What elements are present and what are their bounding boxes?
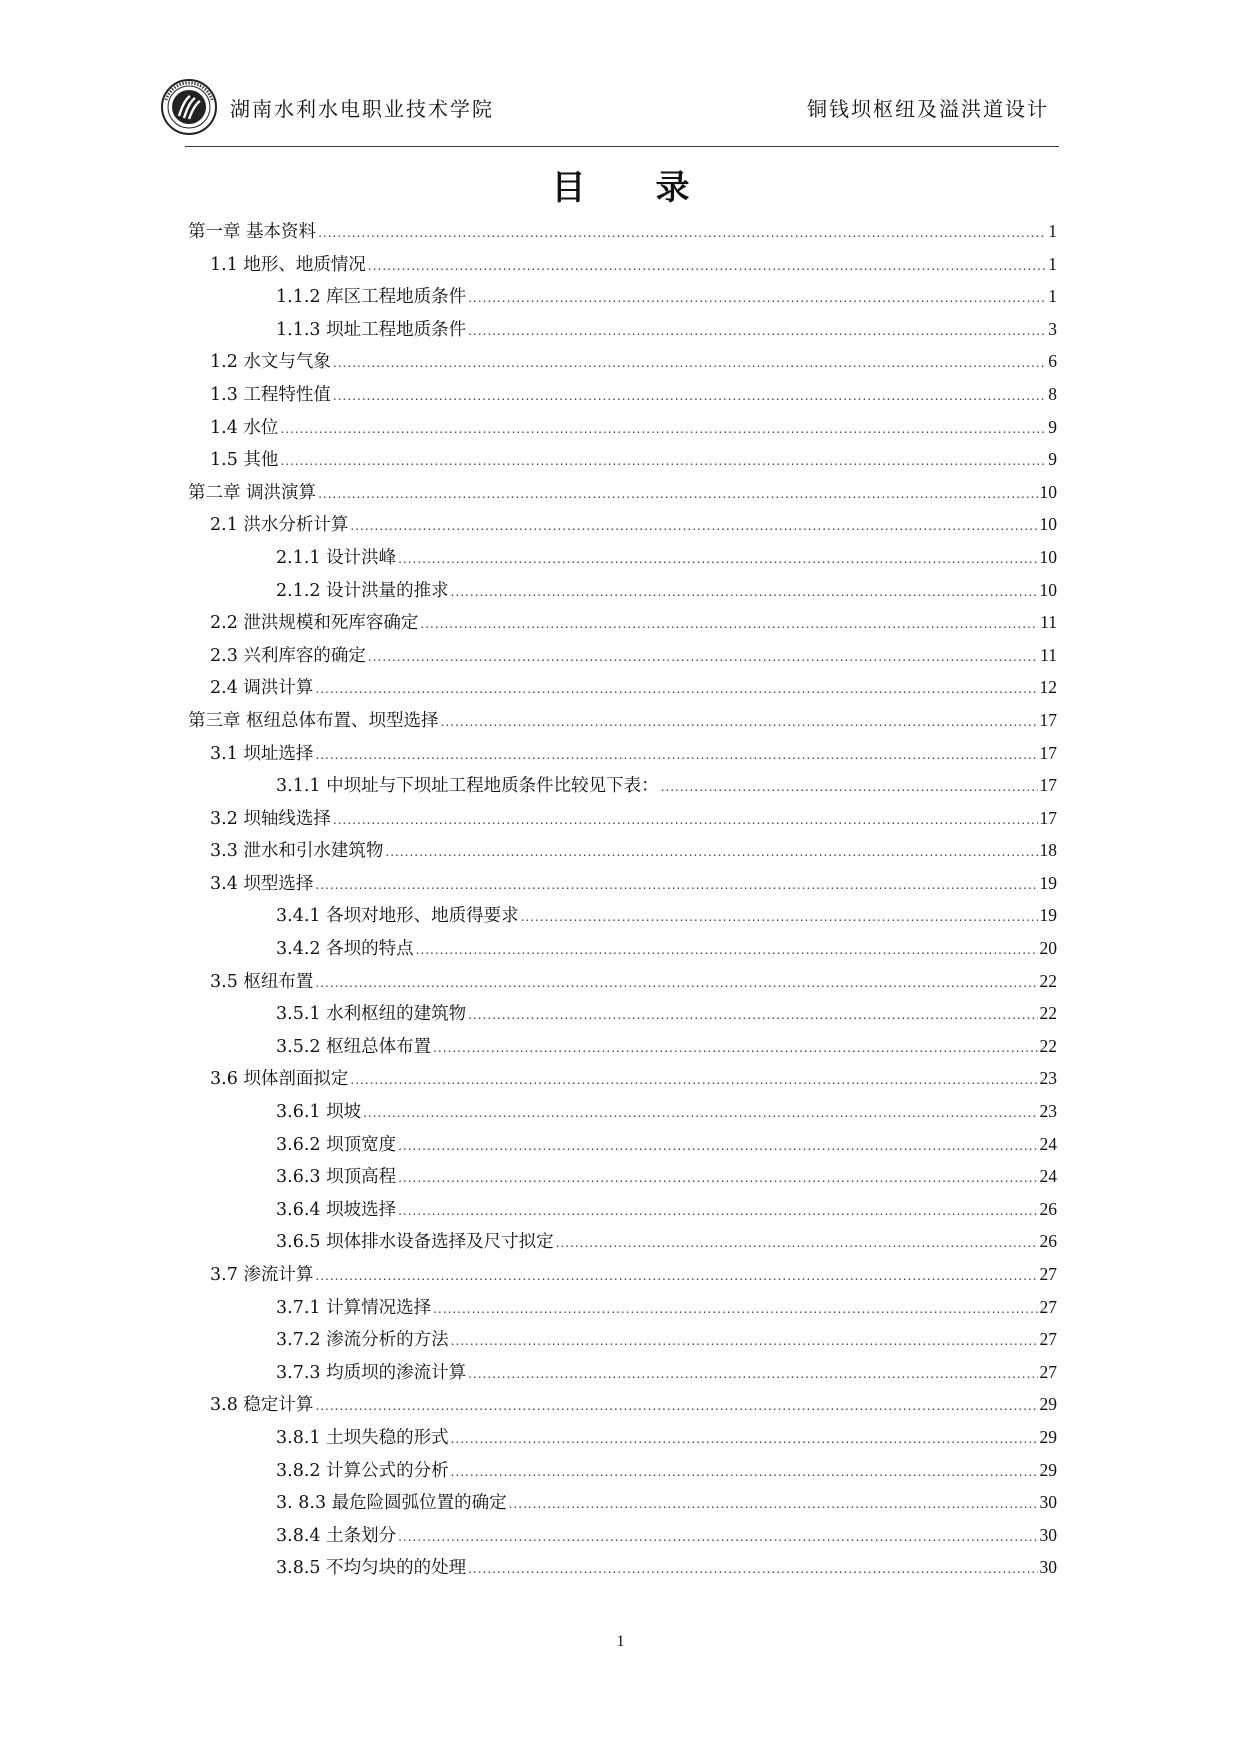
toc-dot-leader: [350, 1073, 1037, 1087]
toc-entry-page: 10: [1039, 546, 1057, 567]
toc-entry[interactable]: [188, 316, 1057, 349]
toc-entry-label: 3.5.1 水利枢纽的建筑物: [276, 1004, 467, 1025]
toc-entry-page: 17: [1039, 742, 1057, 763]
toc-dot-leader: [398, 552, 1037, 566]
toc-entry-label: 3.6.1 坝坡: [276, 1102, 362, 1123]
toc-entry-page: 24: [1039, 1166, 1057, 1187]
toc-entry-page: 17: [1039, 775, 1057, 796]
toc-entry[interactable]: [188, 218, 1057, 251]
toc-entry[interactable]: [188, 837, 1057, 870]
toc-entry-label: 3.7.2 渗流分析的方法: [276, 1330, 449, 1351]
toc-entry-page: 27: [1039, 1296, 1057, 1317]
toc-entry[interactable]: [188, 1163, 1057, 1196]
toc-dot-leader: [398, 1204, 1037, 1218]
toc-entry-label: 2.1.1 设计洪峰: [276, 547, 397, 568]
toc-entry-page: 23: [1039, 1068, 1057, 1089]
toc-entry-page: 10: [1039, 514, 1057, 535]
toc-dot-leader: [398, 1171, 1037, 1185]
toc-entry-page: 9: [1048, 449, 1057, 470]
toc-entry[interactable]: [188, 283, 1057, 316]
toc-entry[interactable]: [188, 1522, 1057, 1555]
toc-entry-label: 3.5.2 枢纽总体布置: [276, 1036, 432, 1057]
toc-entry[interactable]: [188, 609, 1057, 642]
toc-entry-page: 11: [1040, 612, 1057, 633]
toc-entry-page: 30: [1039, 1492, 1057, 1513]
toc-dot-leader: [420, 617, 1038, 631]
toc-dot-leader: [315, 1269, 1037, 1283]
toc-entry[interactable]: [188, 1098, 1057, 1131]
toc-entry-label: 2.1 洪水分析计算: [210, 515, 349, 536]
toc-entry[interactable]: [188, 1261, 1057, 1294]
toc-dot-leader: [368, 650, 1038, 664]
toc-dot-leader: [333, 356, 1046, 370]
toc-dot-leader: [661, 780, 1038, 794]
toc-dot-leader: [416, 943, 1038, 957]
toc-dot-leader: [315, 682, 1037, 696]
toc-entry-label: 3.7.1 计算情况选择: [276, 1297, 432, 1318]
toc-entry-page: 22: [1039, 970, 1057, 991]
project-title: 铜钱坝枢纽及溢洪道设计: [807, 97, 1049, 121]
toc-entry[interactable]: [188, 1228, 1057, 1261]
toc-dot-leader: [441, 715, 1038, 729]
toc-entry[interactable]: [188, 544, 1057, 577]
toc-entry[interactable]: [188, 1065, 1057, 1098]
toc-entry[interactable]: [188, 1554, 1057, 1587]
toc-entry-label: 3.6.2 坝顶宽度: [276, 1134, 397, 1155]
toc-dot-leader: [433, 1302, 1037, 1316]
toc-entry-page: 22: [1039, 1003, 1057, 1024]
toc-dot-leader: [333, 389, 1046, 403]
toc-entry-label: 3.1.1 中坝址与下坝址工程地质条件比较见下表：: [276, 776, 659, 797]
toc-entry[interactable]: [188, 642, 1057, 675]
toc-entry[interactable]: [188, 740, 1057, 773]
toc-entry[interactable]: [188, 1196, 1057, 1229]
toc-entry[interactable]: [188, 707, 1057, 740]
toc-entry[interactable]: [188, 1424, 1057, 1457]
toc-entry-label: 3.8 稳定计算: [210, 1395, 314, 1416]
toc-dot-leader: [451, 1465, 1038, 1479]
toc-entry-label: 3.8.4 土条划分: [276, 1525, 397, 1546]
toc-dot-leader: [315, 878, 1037, 892]
toc-entry-label: 2.4 调洪计算: [210, 678, 314, 699]
toc-dot-leader: [318, 226, 1046, 240]
toc-entry-page: 24: [1039, 1133, 1057, 1154]
toc-entry-label: 3.3 泄水和引水建筑物: [210, 841, 384, 862]
toc-entry-page: 26: [1039, 1231, 1057, 1252]
toc-entry[interactable]: [188, 805, 1057, 838]
toc-entry[interactable]: [188, 1000, 1057, 1033]
table-of-contents: [188, 218, 1057, 1587]
toc-entry-label: 3.7.3 均质坝的渗流计算: [276, 1362, 467, 1383]
toc-entry-label: 2.3 兴利库容的确定: [210, 645, 366, 666]
toc-entry[interactable]: [188, 446, 1057, 479]
toc-entry-page: 10: [1039, 481, 1057, 502]
toc-entry[interactable]: [188, 479, 1057, 512]
toc-dot-leader: [509, 1497, 1038, 1511]
page-number: 1: [616, 1633, 625, 1650]
toc-dot-leader: [315, 1399, 1037, 1413]
toc-dot-leader: [333, 813, 1038, 827]
toc-entry-page: 9: [1048, 416, 1057, 437]
toc-entry-label: 3.5 枢纽布置: [210, 971, 314, 992]
toc-entry[interactable]: [188, 1359, 1057, 1392]
toc-entry-page: 17: [1039, 709, 1057, 730]
toc-dot-leader: [521, 910, 1038, 924]
toc-entry-label: 3.6 坝体剖面拟定: [210, 1069, 349, 1090]
toc-entry[interactable]: [188, 1326, 1057, 1359]
toc-dot-leader: [451, 1432, 1038, 1446]
page-header: [185, 78, 1059, 147]
toc-entry[interactable]: [188, 511, 1057, 544]
toc-entry-page: 17: [1039, 807, 1057, 828]
toc-entry-page: 30: [1039, 1524, 1057, 1545]
toc-entry[interactable]: [188, 1457, 1057, 1490]
toc-entry[interactable]: [188, 935, 1057, 968]
toc-entry[interactable]: [188, 1391, 1057, 1424]
toc-entry-page: 1: [1048, 253, 1057, 274]
toc-entry-label: 3.4.1 各坝对地形、地质得要求: [276, 906, 519, 927]
toc-entry-label: 3.4 坝型选择: [210, 873, 314, 894]
toc-entry-label: 1.1.2 库区工程地质条件: [276, 287, 467, 308]
toc-entry-label: 3.6.5 坝体排水设备选择及尺寸拟定: [276, 1232, 554, 1253]
toc-entry-label: 3.8.1 土坝失稳的形式: [276, 1427, 449, 1448]
toc-dot-leader: [398, 1139, 1037, 1153]
toc-entry-label: 3.2 坝轴线选择: [210, 808, 331, 829]
toc-entry-page: 20: [1039, 938, 1057, 959]
toc-entry-label: 3.6.3 坝顶高程: [276, 1167, 397, 1188]
toc-entry-label: 3. 8.3 最危险圆弧位置的确定: [276, 1493, 507, 1514]
toc-entry-page: 22: [1039, 1035, 1057, 1056]
toc-entry-page: 19: [1039, 905, 1057, 926]
toc-entry-page: 26: [1039, 1198, 1057, 1219]
toc-entry[interactable]: [188, 1489, 1057, 1522]
toc-dot-leader: [280, 454, 1046, 468]
toc-dot-leader: [468, 1008, 1037, 1022]
toc-entry-label: 3.6.4 坝坡选择: [276, 1199, 397, 1220]
toc-entry-label: 3.8.2 计算公式的分析: [276, 1460, 449, 1481]
toc-title: 目录: [551, 168, 760, 208]
school-logo-icon: [160, 78, 218, 136]
toc-entry[interactable]: [188, 870, 1057, 903]
toc-dot-leader: [368, 259, 1046, 273]
toc-dot-leader: [385, 845, 1037, 859]
toc-dot-leader: [318, 487, 1037, 501]
toc-entry-label: 3.8.5 不均匀块的的处理: [276, 1558, 467, 1579]
toc-entry-page: 11: [1040, 644, 1057, 665]
toc-entry-label: 1.1 地形、地质情况: [210, 254, 366, 275]
toc-entry-label: 1.3 工程特性值: [210, 384, 331, 405]
toc-entry[interactable]: [188, 902, 1057, 935]
toc-dot-leader: [280, 422, 1046, 436]
toc-dot-leader: [398, 1530, 1037, 1544]
toc-entry[interactable]: [188, 1294, 1057, 1327]
toc-entry-label: 1.2 水文与气象: [210, 352, 331, 373]
toc-entry-label: 3.1 坝址选择: [210, 743, 314, 764]
toc-dot-leader: [468, 324, 1046, 338]
toc-entry-label: 2.2 泄洪规模和死库容确定: [210, 613, 419, 634]
toc-dot-leader: [468, 1562, 1037, 1576]
toc-entry-page: 29: [1039, 1459, 1057, 1480]
toc-dot-leader: [315, 976, 1037, 990]
toc-entry-label: 2.1.2 设计洪量的推求: [276, 580, 449, 601]
toc-entry-page: 23: [1039, 1101, 1057, 1122]
toc-entry-page: 8: [1048, 383, 1057, 404]
toc-dot-leader: [363, 1106, 1037, 1120]
toc-entry[interactable]: [188, 381, 1057, 414]
toc-entry[interactable]: [188, 577, 1057, 610]
toc-entry[interactable]: [188, 251, 1057, 284]
toc-entry-page: 19: [1039, 872, 1057, 893]
toc-entry-page: 18: [1039, 840, 1057, 861]
toc-entry-page: 1: [1048, 221, 1057, 241]
toc-entry-page: 3: [1048, 318, 1057, 339]
toc-entry-page: 27: [1039, 1264, 1057, 1284]
toc-dot-leader: [556, 1236, 1038, 1250]
toc-entry-page: 29: [1039, 1426, 1057, 1447]
toc-dot-leader: [468, 291, 1046, 305]
toc-entry-page: 27: [1039, 1361, 1057, 1382]
toc-entry-label: 1.1.3 坝址工程地质条件: [276, 319, 467, 340]
toc-dot-leader: [315, 748, 1037, 762]
toc-entry-label: 第三章 枢纽总体布置、坝型选择: [188, 710, 439, 731]
toc-entry[interactable]: [188, 968, 1057, 1001]
toc-entry[interactable]: [188, 348, 1057, 381]
toc-entry[interactable]: [188, 772, 1057, 805]
toc-dot-leader: [433, 1041, 1037, 1055]
toc-entry-page: 12: [1039, 677, 1057, 698]
toc-dot-leader: [451, 585, 1038, 599]
toc-dot-leader: [468, 1367, 1037, 1381]
toc-entry-page: 1: [1048, 286, 1057, 307]
toc-entry[interactable]: [188, 1033, 1057, 1066]
toc-entry-page: 29: [1039, 1394, 1057, 1415]
toc-entry-label: 1.4 水位: [210, 417, 279, 438]
toc-entry[interactable]: [188, 414, 1057, 447]
toc-entry-label: 3.4.2 各坝的特点: [276, 939, 414, 960]
toc-entry-page: 30: [1039, 1557, 1057, 1578]
school-name: 湖南水利水电职业技术学院: [230, 97, 494, 121]
toc-entry[interactable]: [188, 1131, 1057, 1164]
toc-entry-page: 27: [1039, 1329, 1057, 1350]
toc-entry-label: 1.5 其他: [210, 450, 279, 471]
toc-entry[interactable]: [188, 674, 1057, 707]
toc-dot-leader: [350, 519, 1037, 533]
toc-entry-label: 3.7 渗流计算: [210, 1265, 314, 1285]
toc-dot-leader: [451, 1334, 1038, 1348]
toc-entry-label: 第二章 调洪演算: [188, 482, 317, 503]
toc-entry-page: 10: [1039, 579, 1057, 600]
toc-entry-page: 6: [1048, 351, 1057, 372]
toc-entry-label: 第一章 基本资料: [188, 222, 317, 242]
